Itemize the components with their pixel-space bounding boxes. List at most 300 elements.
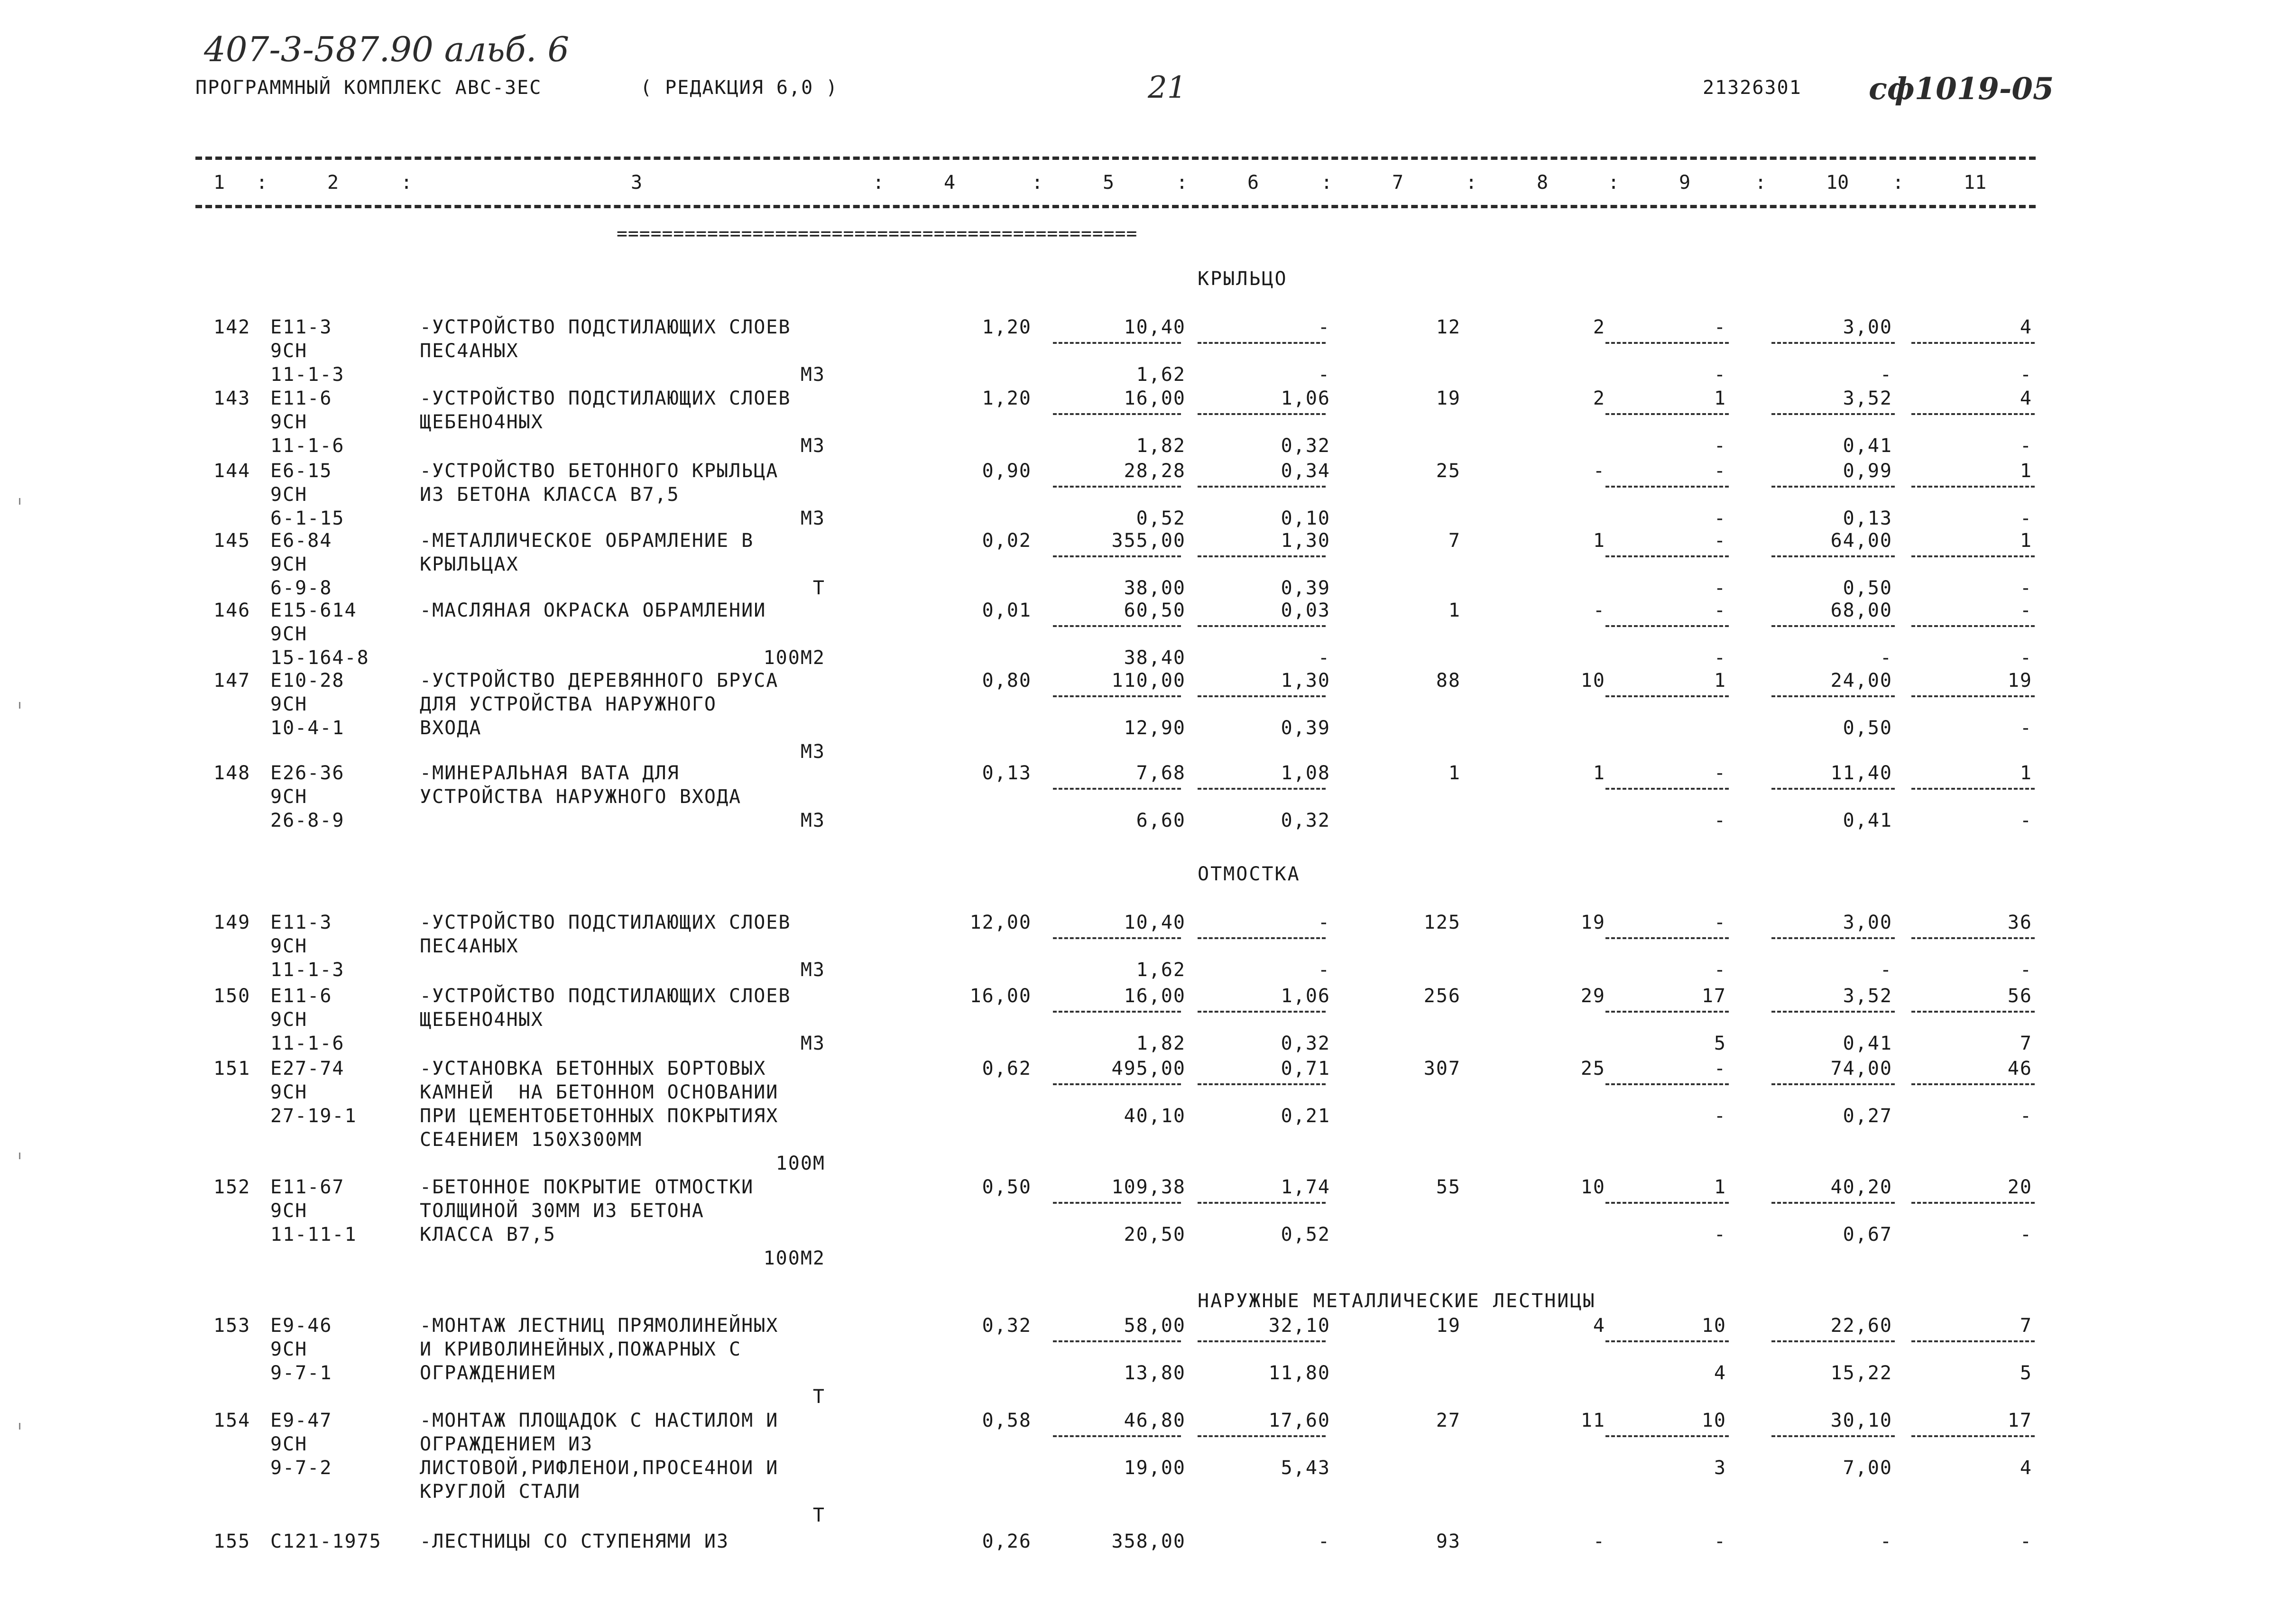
material-cost: 0,27 xyxy=(1843,1105,1892,1127)
labor-hours: 1 xyxy=(2020,460,2032,482)
labor-cost: 1,06 xyxy=(1281,985,1330,1007)
unit: Т xyxy=(812,1386,825,1408)
cell-underline xyxy=(1771,413,1895,415)
machine-cost: - xyxy=(1714,810,1726,831)
material-cost: 0,13 xyxy=(1843,508,1892,529)
total-labor: 29 xyxy=(1580,985,1605,1007)
machine-cost: 4 xyxy=(1714,1362,1726,1384)
norm-code: Е9-47 xyxy=(270,1410,332,1431)
labor-hours: 17 xyxy=(2007,1410,2032,1431)
cell-underline xyxy=(1911,486,2035,488)
total-labor: 2 xyxy=(1593,388,1605,409)
quantity: 0,90 xyxy=(982,460,1032,482)
section-separator: ============================================== xyxy=(617,223,1138,244)
header-top-rule xyxy=(195,157,2036,160)
total-cost: 55 xyxy=(1436,1176,1461,1198)
cell-underline xyxy=(1605,486,1729,488)
row-number: 146 xyxy=(213,600,251,621)
norm-code: 11-1-6 xyxy=(270,435,345,457)
work-description: ПЕС4АНЫХ xyxy=(420,935,519,957)
machine-cost: - xyxy=(1714,577,1726,599)
work-description: КАМНЕЙ НА БЕТОННОМ ОСНОВАНИИ xyxy=(420,1081,779,1103)
cell-underline xyxy=(1053,1011,1181,1013)
cell-underline xyxy=(1198,1435,1326,1437)
labor-hours: - xyxy=(2020,364,2032,386)
material-cost: 3,00 xyxy=(1843,316,1892,338)
cell-underline xyxy=(1911,1340,2035,1342)
material-cost: 3,52 xyxy=(1843,985,1892,1007)
work-description: КЛАССА В7,5 xyxy=(420,1224,556,1246)
cell-underline xyxy=(1605,555,1729,557)
unit-cost: 6,60 xyxy=(1136,810,1186,831)
row-number: 145 xyxy=(213,530,251,552)
norm-code: Е6-15 xyxy=(270,460,332,482)
row-number: 152 xyxy=(213,1176,251,1198)
labor-cost: 1,30 xyxy=(1281,530,1330,552)
column-header-4: 4 xyxy=(944,172,956,194)
unit: 100М xyxy=(775,1153,825,1174)
labor-hours: 4 xyxy=(2020,388,2032,409)
machine-cost: 5 xyxy=(1714,1033,1726,1054)
quantity: 0,58 xyxy=(982,1410,1032,1431)
total-labor: 11 xyxy=(1580,1410,1605,1431)
cell-underline xyxy=(1605,625,1729,627)
cell-underline xyxy=(1605,1340,1729,1342)
total-cost: 27 xyxy=(1436,1410,1461,1431)
total-cost: 19 xyxy=(1436,388,1461,409)
unit: М3 xyxy=(800,435,825,457)
cell-underline xyxy=(1605,1083,1729,1085)
unit-cost: 46,80 xyxy=(1124,1410,1186,1431)
cell-underline xyxy=(1911,937,2035,939)
cell-underline xyxy=(1911,555,2035,557)
norm-code: 9СН xyxy=(270,1009,308,1031)
labor-cost: 17,60 xyxy=(1268,1410,1330,1431)
cell-underline xyxy=(1911,1083,2035,1085)
labor-cost: - xyxy=(1318,316,1330,338)
norm-code: 9-7-1 xyxy=(270,1362,332,1384)
document-number: 21326301 xyxy=(1703,77,1802,99)
material-cost: 64,00 xyxy=(1830,530,1892,552)
unit-cost: 109,38 xyxy=(1111,1176,1186,1198)
cell-underline xyxy=(1053,555,1181,557)
column-header-5: 5 xyxy=(1103,172,1115,194)
row-number: 142 xyxy=(213,316,251,338)
total-cost: 12 xyxy=(1436,316,1461,338)
work-description: КРУГЛОЙ СТАЛИ xyxy=(420,1481,581,1503)
machine-cost: 1 xyxy=(1714,1176,1726,1198)
machine-cost: 1 xyxy=(1714,388,1726,409)
unit-cost: 7,68 xyxy=(1136,762,1186,784)
machine-cost: - xyxy=(1714,530,1726,552)
norm-code: 9СН xyxy=(270,1081,308,1103)
machine-cost: - xyxy=(1714,460,1726,482)
handwritten-sheet-code: сф1019-05 xyxy=(1869,71,2054,107)
unit-cost: 38,40 xyxy=(1124,647,1186,669)
material-cost: 3,00 xyxy=(1843,912,1892,933)
unit-cost: 16,00 xyxy=(1124,388,1186,409)
labor-cost: 1,74 xyxy=(1281,1176,1330,1198)
section-title: НАРУЖНЫЕ МЕТАЛЛИЧЕСКИЕ ЛЕСТНИЦЫ xyxy=(1198,1290,1596,1312)
cell-underline xyxy=(1911,342,2035,344)
quantity: 0,62 xyxy=(982,1058,1032,1080)
program-title: ПРОГРАММНЫЙ КОМПЛЕКС АВС-3ЕС xyxy=(195,77,542,99)
material-cost: 0,50 xyxy=(1843,577,1892,599)
labor-hours: 36 xyxy=(2007,912,2032,933)
norm-code: Е26-36 xyxy=(270,762,345,784)
cell-underline xyxy=(1771,625,1895,627)
machine-cost: 3 xyxy=(1714,1457,1726,1479)
cell-underline xyxy=(1053,695,1181,697)
cell-underline xyxy=(1053,625,1181,627)
total-labor: - xyxy=(1593,1531,1605,1552)
column-header-10: 10 xyxy=(1826,172,1849,194)
machine-cost: - xyxy=(1714,364,1726,386)
labor-hours: - xyxy=(2020,1224,2032,1246)
cell-underline xyxy=(1771,1202,1895,1204)
work-description: -УСТРОЙСТВО ДЕРЕВЯННОГО БРУСА xyxy=(420,670,779,692)
norm-code: 11-1-3 xyxy=(270,959,345,981)
labor-hours: 7 xyxy=(2020,1033,2032,1054)
material-cost: 74,00 xyxy=(1830,1058,1892,1080)
work-description: -УСТРОЙСТВО ПОДСТИЛАЮЩИХ СЛОЕВ xyxy=(420,388,791,409)
cell-underline xyxy=(1771,695,1895,697)
work-description: -МАСЛЯНАЯ ОКРАСКА ОБРАМЛЕНИИ xyxy=(420,600,766,621)
work-description: ВХОДА xyxy=(420,717,482,739)
total-cost: 256 xyxy=(1423,985,1461,1007)
material-cost: 0,99 xyxy=(1843,460,1892,482)
handwritten-doc-ref: 407-3-587.90 альб. 6 xyxy=(204,29,570,69)
total-labor: 2 xyxy=(1593,316,1605,338)
work-description: ЛИСТОВОЙ,РИФЛЕНОИ,ПРОСЕ4НОИ И xyxy=(420,1457,779,1479)
work-description: -МОНТАЖ ЛЕСТНИЦ ПРЯМОЛИНЕЙНЫХ xyxy=(420,1315,779,1337)
unit: М3 xyxy=(800,508,825,529)
labor-cost: - xyxy=(1318,959,1330,981)
labor-cost: 32,10 xyxy=(1268,1315,1330,1337)
cell-underline xyxy=(1198,788,1326,790)
labor-hours: - xyxy=(2020,810,2032,831)
norm-code: 6-9-8 xyxy=(270,577,332,599)
column-header-9: 9 xyxy=(1679,172,1691,194)
work-description: ОГРАЖДЕНИЕМ ИЗ xyxy=(420,1433,593,1455)
material-cost: - xyxy=(1880,364,1892,386)
quantity: 0,26 xyxy=(982,1531,1032,1552)
machine-cost: - xyxy=(1714,435,1726,457)
unit: М3 xyxy=(800,810,825,831)
labor-cost: 1,30 xyxy=(1281,670,1330,692)
labor-hours: 4 xyxy=(2020,1457,2032,1479)
norm-code: 9СН xyxy=(270,693,308,715)
row-number: 147 xyxy=(213,670,251,692)
total-cost: 125 xyxy=(1423,912,1461,933)
labor-cost: - xyxy=(1318,364,1330,386)
labor-cost: - xyxy=(1318,912,1330,933)
column-separator: : xyxy=(1032,172,1043,194)
quantity: 0,50 xyxy=(982,1176,1032,1198)
labor-hours: 20 xyxy=(2007,1176,2032,1198)
cell-underline xyxy=(1053,413,1181,415)
work-description: ИЗ БЕТОНА КЛАССА В7,5 xyxy=(420,484,680,506)
unit: Т xyxy=(812,577,825,599)
unit-cost: 1,62 xyxy=(1136,364,1186,386)
machine-cost: - xyxy=(1714,762,1726,784)
cell-underline xyxy=(1605,1202,1729,1204)
labor-cost: - xyxy=(1318,647,1330,669)
total-labor: 1 xyxy=(1593,762,1605,784)
machine-cost: - xyxy=(1714,1224,1726,1246)
norm-code: Е11-3 xyxy=(270,316,332,338)
row-number: 155 xyxy=(213,1531,251,1552)
labor-cost: 0,34 xyxy=(1281,460,1330,482)
cell-underline xyxy=(1198,1011,1326,1013)
quantity: 0,80 xyxy=(982,670,1032,692)
column-header-row xyxy=(0,172,2269,195)
cell-underline xyxy=(1911,1011,2035,1013)
cell-underline xyxy=(1053,1083,1181,1085)
norm-code: Е11-6 xyxy=(270,985,332,1007)
labor-cost: - xyxy=(1318,1531,1330,1552)
labor-hours: - xyxy=(2020,717,2032,739)
quantity: 1,20 xyxy=(982,316,1032,338)
norm-code: 9СН xyxy=(270,935,308,957)
unit: 100М2 xyxy=(763,1247,825,1269)
unit-cost: 1,82 xyxy=(1136,435,1186,457)
row-number: 148 xyxy=(213,762,251,784)
cell-underline xyxy=(1911,1202,2035,1204)
material-cost: 0,41 xyxy=(1843,435,1892,457)
column-separator: : xyxy=(1176,172,1188,194)
material-cost: 24,00 xyxy=(1830,670,1892,692)
cell-underline xyxy=(1911,788,2035,790)
labor-hours: 5 xyxy=(2020,1362,2032,1384)
quantity: 0,13 xyxy=(982,762,1032,784)
total-labor: - xyxy=(1593,460,1605,482)
material-cost: 40,20 xyxy=(1830,1176,1892,1198)
margin-mark xyxy=(19,702,20,709)
labor-cost: 1,08 xyxy=(1281,762,1330,784)
work-description: -ЛЕСТНИЦЫ СО СТУПЕНЯМИ ИЗ xyxy=(420,1531,729,1552)
column-separator: : xyxy=(1608,172,1620,194)
column-separator: : xyxy=(1755,172,1767,194)
material-cost: - xyxy=(1880,647,1892,669)
labor-cost: 0,10 xyxy=(1281,508,1330,529)
norm-code: 9СН xyxy=(270,623,308,645)
norm-code: 27-19-1 xyxy=(270,1105,357,1127)
column-header-2: 2 xyxy=(327,172,339,194)
labor-hours: 1 xyxy=(2020,762,2032,784)
row-number: 150 xyxy=(213,985,251,1007)
cell-underline xyxy=(1911,695,2035,697)
machine-cost: 17 xyxy=(1701,985,1726,1007)
header-bottom-rule xyxy=(195,205,2036,208)
unit-cost: 358,00 xyxy=(1111,1531,1186,1552)
handwritten-page-number: 21 xyxy=(1148,70,1187,105)
labor-hours: 19 xyxy=(2007,670,2032,692)
section-title: ОТМОСТКА xyxy=(1198,863,1301,885)
cell-underline xyxy=(1053,788,1181,790)
cell-underline xyxy=(1771,937,1895,939)
quantity: 16,00 xyxy=(969,985,1032,1007)
cell-underline xyxy=(1605,1011,1729,1013)
unit-cost: 0,52 xyxy=(1136,508,1186,529)
machine-cost: - xyxy=(1714,1058,1726,1080)
column-separator: : xyxy=(1892,172,1904,194)
unit-cost: 12,90 xyxy=(1124,717,1186,739)
machine-cost: 10 xyxy=(1701,1410,1726,1431)
material-cost: 22,60 xyxy=(1830,1315,1892,1337)
norm-code: Е15-614 xyxy=(270,600,357,621)
norm-code: 26-8-9 xyxy=(270,810,345,831)
edition-label: ( РЕДАКЦИЯ 6,0 ) xyxy=(640,77,839,99)
norm-code: 9СН xyxy=(270,1338,308,1360)
unit: М3 xyxy=(800,364,825,386)
labor-cost: 0,32 xyxy=(1281,810,1330,831)
total-labor: 19 xyxy=(1580,912,1605,933)
norm-code: 15-164-8 xyxy=(270,647,369,669)
machine-cost: - xyxy=(1714,1531,1726,1552)
total-cost: 88 xyxy=(1436,670,1461,692)
row-number: 151 xyxy=(213,1058,251,1080)
machine-cost: - xyxy=(1714,1105,1726,1127)
unit-cost: 10,40 xyxy=(1124,316,1186,338)
total-cost: 25 xyxy=(1436,460,1461,482)
norm-code: С121-1975 xyxy=(270,1531,382,1552)
cell-underline xyxy=(1605,1435,1729,1437)
cell-underline xyxy=(1605,937,1729,939)
machine-cost: - xyxy=(1714,912,1726,933)
work-description: -УСТРОЙСТВО БЕТОННОГО КРЫЛЬЦА xyxy=(420,460,779,482)
labor-cost: 5,43 xyxy=(1281,1457,1330,1479)
labor-cost: 0,39 xyxy=(1281,717,1330,739)
labor-cost: 0,32 xyxy=(1281,1033,1330,1054)
work-description: -МИНЕРАЛЬНАЯ ВАТА ДЛЯ xyxy=(420,762,680,784)
work-description: ДЛЯ УСТРОЙСТВА НАРУЖНОГО xyxy=(420,693,717,715)
norm-code: 11-1-3 xyxy=(270,364,345,386)
cell-underline xyxy=(1053,486,1181,488)
work-description: -МЕТАЛЛИЧЕСКОЕ ОБРАМЛЕНИЕ В xyxy=(420,530,754,552)
cell-underline xyxy=(1911,1435,2035,1437)
norm-code: Е10-28 xyxy=(270,670,345,692)
unit: М3 xyxy=(800,959,825,981)
work-description: -БЕТОННОЕ ПОКРЫТИЕ ОТМОСТКИ xyxy=(420,1176,754,1198)
cell-underline xyxy=(1198,1202,1326,1204)
cell-underline xyxy=(1911,625,2035,627)
labor-hours: 1 xyxy=(2020,530,2032,552)
material-cost: 11,40 xyxy=(1830,762,1892,784)
margin-mark xyxy=(19,1423,20,1430)
work-description: ЩЕБЕНО4НЫХ xyxy=(420,411,544,433)
work-description: ПРИ ЦЕМЕНТОБЕТОННЫХ ПОКРЫТИЯХ xyxy=(420,1105,779,1127)
total-labor: 25 xyxy=(1580,1058,1605,1080)
norm-code: Е11-6 xyxy=(270,388,332,409)
unit-cost: 355,00 xyxy=(1111,530,1186,552)
total-labor: 10 xyxy=(1580,670,1605,692)
quantity: 12,00 xyxy=(969,912,1032,933)
total-cost: 1 xyxy=(1448,762,1461,784)
work-description: ОГРАЖДЕНИЕМ xyxy=(420,1362,556,1384)
cell-underline xyxy=(1198,625,1326,627)
labor-hours: - xyxy=(2020,1105,2032,1127)
unit-cost: 28,28 xyxy=(1124,460,1186,482)
norm-code: 9СН xyxy=(270,786,308,808)
cell-underline xyxy=(1605,413,1729,415)
norm-code: 9СН xyxy=(270,411,308,433)
material-cost: 30,10 xyxy=(1830,1410,1892,1431)
row-number: 149 xyxy=(213,912,251,933)
work-description: И КРИВОЛИНЕЙНЫХ,ПОЖАРНЫХ С xyxy=(420,1338,742,1360)
cell-underline xyxy=(1771,342,1895,344)
unit-cost: 20,50 xyxy=(1124,1224,1186,1246)
labor-cost: 1,06 xyxy=(1281,388,1330,409)
unit: 100М2 xyxy=(763,647,825,669)
total-cost: 7 xyxy=(1448,530,1461,552)
unit-cost: 13,80 xyxy=(1124,1362,1186,1384)
cell-underline xyxy=(1771,555,1895,557)
quantity: 0,01 xyxy=(982,600,1032,621)
cell-underline xyxy=(1198,1083,1326,1085)
work-description: ПЕС4АНЫХ xyxy=(420,340,519,362)
norm-code: 9СН xyxy=(270,340,308,362)
total-cost: 93 xyxy=(1436,1531,1461,1552)
row-number: 154 xyxy=(213,1410,251,1431)
cell-underline xyxy=(1605,695,1729,697)
norm-code: Е11-67 xyxy=(270,1176,345,1198)
labor-hours: - xyxy=(2020,577,2032,599)
labor-cost: 11,80 xyxy=(1268,1362,1330,1384)
labor-hours: - xyxy=(2020,959,2032,981)
labor-cost: 0,39 xyxy=(1281,577,1330,599)
unit: М3 xyxy=(800,741,825,763)
total-cost: 19 xyxy=(1436,1315,1461,1337)
norm-code: 6-1-15 xyxy=(270,508,345,529)
material-cost: 0,50 xyxy=(1843,717,1892,739)
cell-underline xyxy=(1198,342,1326,344)
section-title: КРЫЛЬЦО xyxy=(1198,268,1288,290)
labor-cost: 0,03 xyxy=(1281,600,1330,621)
work-description: -УСТРОЙСТВО ПОДСТИЛАЮЩИХ СЛОЕВ xyxy=(420,912,791,933)
cell-underline xyxy=(1771,788,1895,790)
margin-mark xyxy=(19,1153,20,1159)
norm-code: Е9-46 xyxy=(270,1315,332,1337)
column-header-11: 11 xyxy=(1964,172,1987,194)
labor-hours: - xyxy=(2020,1531,2032,1552)
cell-underline xyxy=(1053,1202,1181,1204)
material-cost: 0,41 xyxy=(1843,810,1892,831)
work-description: СЕ4ЕНИЕМ 150Х300ММ xyxy=(420,1129,643,1151)
work-description: УСТРОЙСТВА НАРУЖНОГО ВХОДА xyxy=(420,786,742,808)
cell-underline xyxy=(1771,486,1895,488)
cell-underline xyxy=(1198,695,1326,697)
machine-cost: 1 xyxy=(1714,670,1726,692)
labor-hours: - xyxy=(2020,435,2032,457)
column-header-7: 7 xyxy=(1392,172,1404,194)
cell-underline xyxy=(1198,413,1326,415)
unit-cost: 10,40 xyxy=(1124,912,1186,933)
unit: М3 xyxy=(800,1033,825,1054)
cell-underline xyxy=(1053,937,1181,939)
column-separator: : xyxy=(1321,172,1333,194)
labor-cost: 0,32 xyxy=(1281,435,1330,457)
norm-code: Е27-74 xyxy=(270,1058,345,1080)
labor-hours: 7 xyxy=(2020,1315,2032,1337)
work-description: -МОНТАЖ ПЛОЩАДОК С НАСТИЛОМ И xyxy=(420,1410,779,1431)
row-number: 153 xyxy=(213,1315,251,1337)
column-header-6: 6 xyxy=(1247,172,1259,194)
machine-cost: 10 xyxy=(1701,1315,1726,1337)
norm-code: 9СН xyxy=(270,554,308,575)
norm-code: 10-4-1 xyxy=(270,717,345,739)
unit-cost: 19,00 xyxy=(1124,1457,1186,1479)
